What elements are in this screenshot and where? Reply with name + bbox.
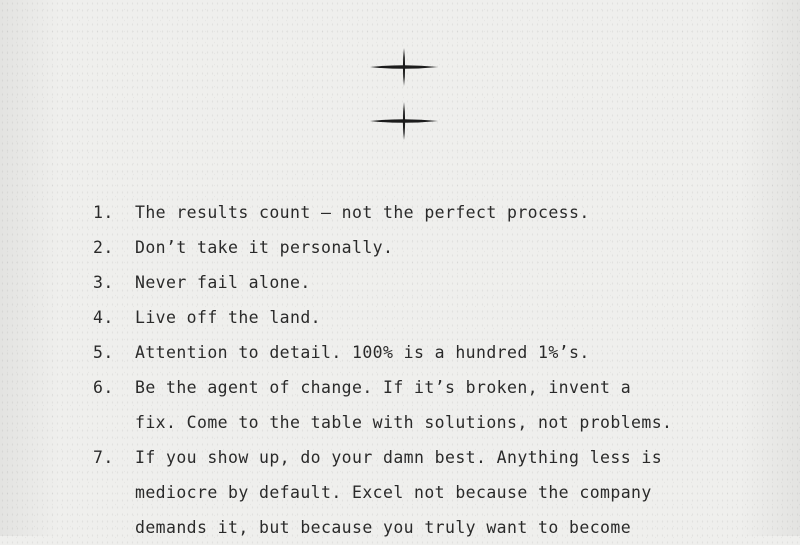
rule-text: Be the agent of change. If it’s broken, invent a fix. Come to the table with solutions, not problems. xyxy=(135,378,673,432)
list-item xyxy=(0,440,800,545)
list-item xyxy=(0,300,800,335)
cross-ornament-icon xyxy=(369,47,439,87)
rule-number: 6. xyxy=(93,378,114,397)
list-item xyxy=(0,335,800,370)
list-item xyxy=(0,370,800,440)
rule-text: Live off the land. xyxy=(135,308,322,327)
list-item xyxy=(0,195,800,230)
rule-number: 5. xyxy=(93,343,114,362)
rule-number: 1. xyxy=(93,203,114,222)
rules-list xyxy=(0,195,800,545)
list-item xyxy=(0,230,800,265)
rule-number: 3. xyxy=(93,273,114,292)
rule-text: If you show up, do your damn best. Anything less is mediocre by default. Excel not because the company demands it, but because you truly want to become xyxy=(135,448,663,537)
rule-text: Never fail alone. xyxy=(135,273,311,292)
rule-number: 2. xyxy=(93,238,114,257)
rule-number: 4. xyxy=(93,308,114,327)
rule-text: Attention to detail. 100% is a hundred 1%’s. xyxy=(135,343,590,362)
rule-text: The results count — not the perfect process. xyxy=(135,203,590,222)
rule-number: 7. xyxy=(93,448,114,467)
rule-text: Don’t take it personally. xyxy=(135,238,394,257)
list-item xyxy=(0,265,800,300)
cross-ornament-icon xyxy=(369,101,439,141)
